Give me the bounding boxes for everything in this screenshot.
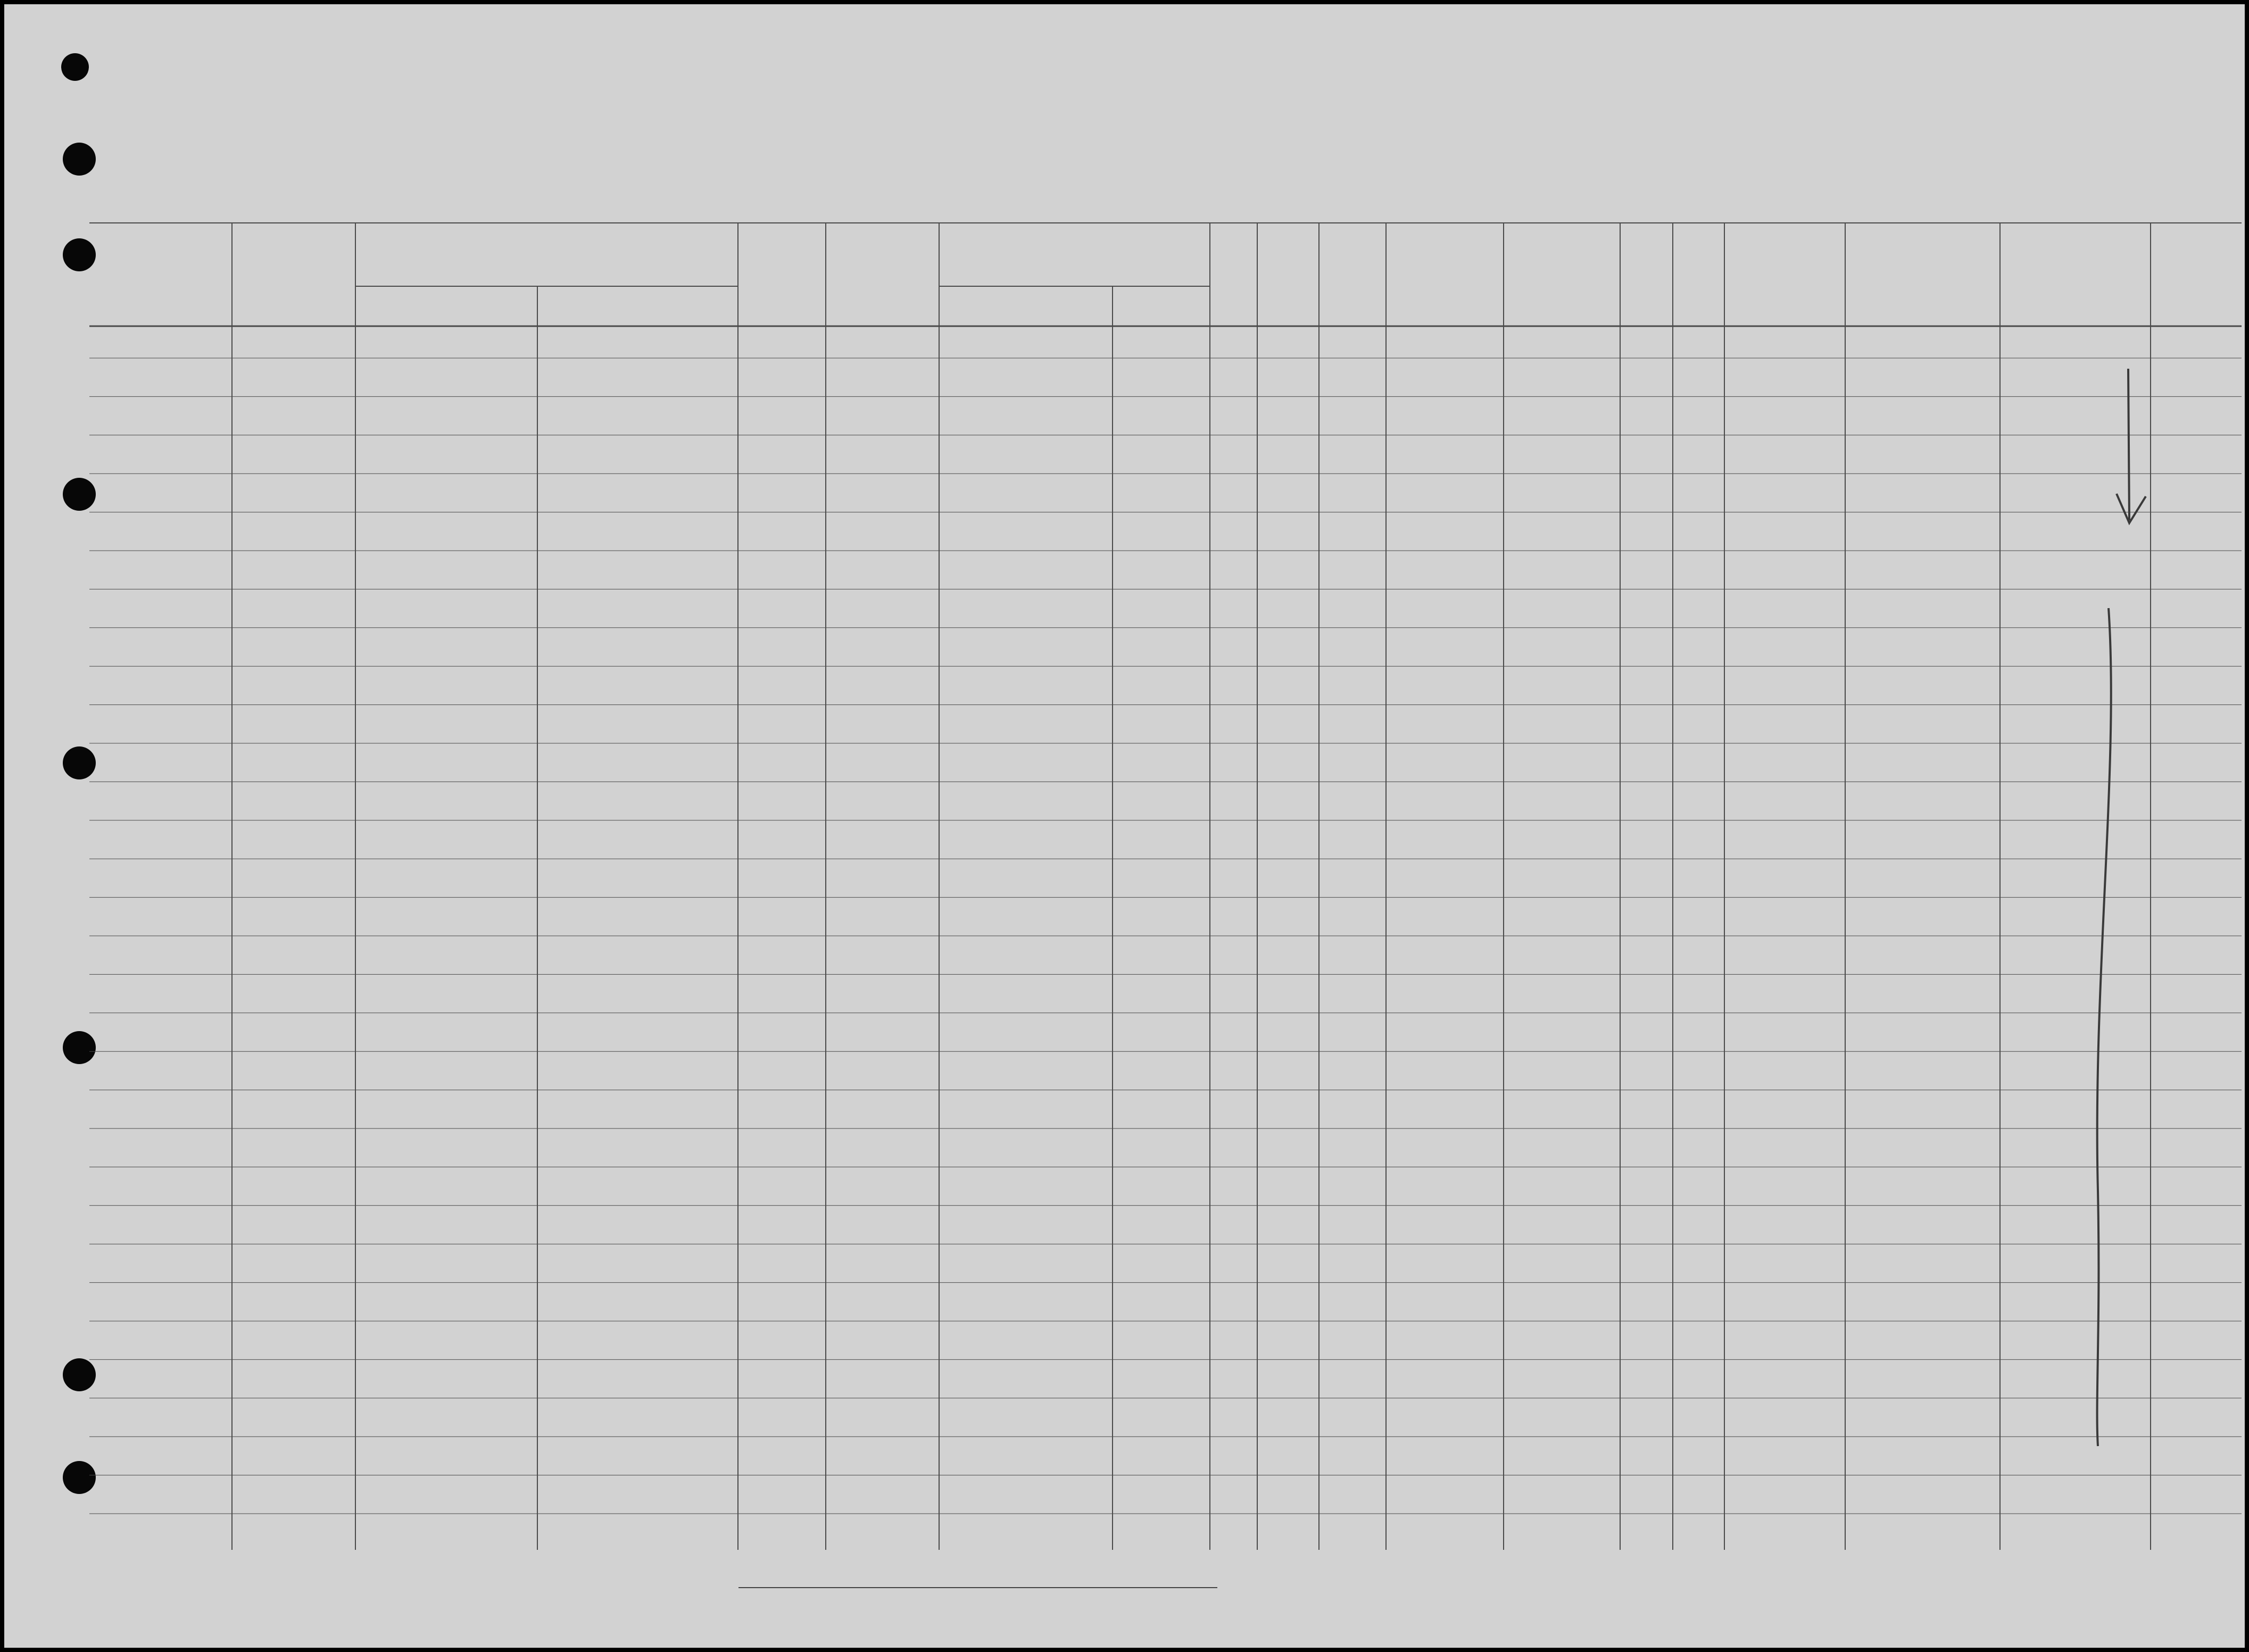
manifest-sheet (4, 4, 2245, 1648)
punch-hole (63, 143, 96, 176)
remark-long-line (2087, 605, 2130, 1451)
punch-hole (61, 53, 89, 81)
signature-line (738, 1587, 1217, 1588)
manifest-table-grid (89, 222, 2242, 1550)
remark-arrow (2106, 366, 2159, 536)
